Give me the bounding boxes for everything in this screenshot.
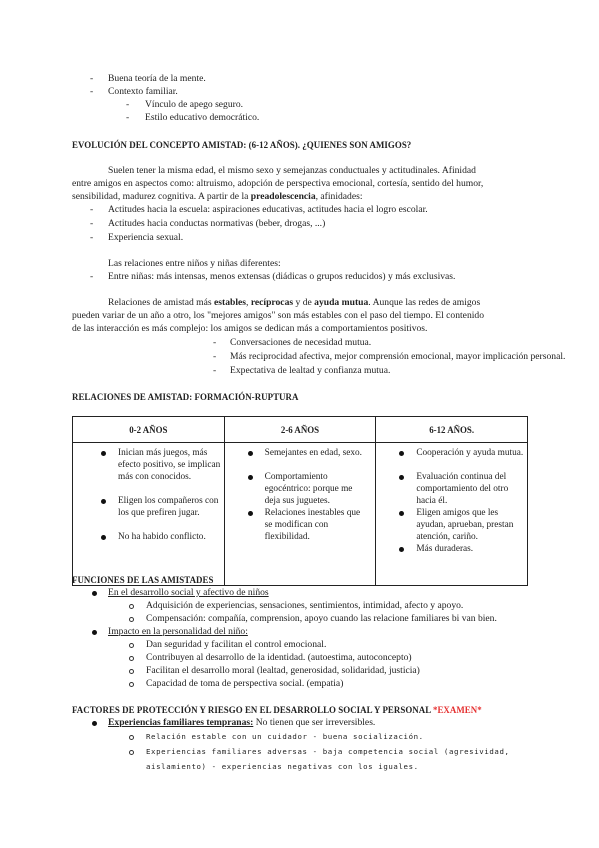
list-item: Entre niñas: más intensas, menos extensas (diádicas o grupos reducidos) y más exclusivas. — [108, 271, 456, 282]
bullet-dot — [248, 511, 253, 516]
bullet-dot — [399, 511, 404, 516]
list-item: Impacto en la personalidad del niño: — [108, 626, 248, 637]
dash: - — [90, 218, 94, 229]
bullet-dot — [399, 547, 404, 552]
dash: - — [90, 204, 94, 215]
bullet-dot — [399, 451, 404, 456]
table-bullet-item: Eligen los compañeros con los que prefiren jugar. — [118, 495, 223, 519]
list-item: Experiencia sexual. — [108, 232, 184, 243]
table-bullet-item: Inician más juegos, más efecto positivo, se implican más con conocidos. — [118, 447, 223, 483]
bullet-dot — [399, 475, 404, 480]
circle-bullet — [129, 735, 134, 740]
table-header: 6-12 AÑOS. — [376, 417, 528, 443]
section-heading: FACTORES DE PROTECCIÓN Y RIESGO EN EL DESARROLLO SOCIAL Y PERSONAL *EXAMEN* — [72, 705, 482, 715]
section-heading: FUNCIONES DE LAS AMISTADES — [72, 575, 214, 585]
table-header: 0-2 AÑOS — [73, 417, 225, 443]
table-header: 2-6 AÑOS — [224, 417, 376, 443]
table-bullet-item: No ha habido conflicto. — [118, 531, 223, 543]
list-item: Vínculo de apego seguro. — [145, 99, 244, 110]
circle-bullet — [129, 682, 134, 687]
bullet-dot — [101, 451, 106, 456]
circle-bullet — [129, 656, 134, 661]
list-item: Estilo educativo democrático. — [145, 112, 260, 123]
dash: - — [126, 99, 130, 110]
paragraph-line: entre amigos en aspectos como: altruismo, adopción de perspectiva emocional, cortesía, sentido del humor, — [72, 178, 484, 189]
table-bullet-item: Comportamiento egocéntrico: porque me deja sus juguetes. — [265, 471, 370, 507]
dash: - — [126, 112, 130, 123]
list-item: Expectativa de lealtad y confianza mutua. — [230, 365, 391, 376]
list-item: Buena teoría de la mente. — [108, 73, 206, 84]
bullet-dot — [92, 591, 97, 596]
circle-bullet — [129, 669, 134, 674]
dash: - — [90, 73, 94, 84]
table-bullet-item: Semejantes en edad, sexo. — [265, 447, 370, 459]
list-item: En el desarrollo social y afectivo de niños — [108, 587, 269, 598]
section-heading: RELACIONES DE AMISTAD: FORMACIÓN-RUPTURA — [72, 392, 299, 402]
bullet-dot — [92, 721, 97, 726]
bullet-dot — [248, 475, 253, 480]
list-item: Experiencias familiares tempranas: No tienen que ser irreversibles. — [108, 717, 376, 728]
paragraph-line: de las interacción es más complejo: los amigos se dedican más a comportamientos positivos. — [72, 323, 428, 334]
list-item: Contexto familiar. — [108, 86, 178, 97]
bullet-dot — [248, 451, 253, 456]
table-bullet-item: Relaciones inestables que se modifican con flexibilidad. — [265, 507, 370, 543]
section-heading: EVOLUCIÓN DEL CONCEPTO AMISTAD: (6-12 AÑOS). ¿QUIENES SON AMIGOS? — [72, 140, 412, 150]
table-bullet-item: Cooperación y ayuda mutua. — [416, 447, 528, 459]
list-item: Adquisición de experiencias, sensaciones, sentimientos, intimidad, afecto y apoyo. — [146, 600, 464, 611]
dash: - — [213, 337, 217, 348]
list-item: Actitudes hacia conductas normativas (beber, drogas, ...) — [108, 218, 326, 229]
table-bullet-item: Evaluación continua del comportamiento del otro hacia él. — [416, 471, 528, 507]
paragraph-line: Las relaciones entre niños y niñas diferentes: — [108, 258, 281, 269]
friendship-table — [72, 416, 528, 586]
dash: - — [213, 365, 217, 376]
table-cell — [73, 443, 225, 586]
circle-bullet — [129, 643, 134, 648]
dash: - — [213, 351, 217, 362]
list-item: Actitudes hacia la escuela: aspiraciones educativas, actitudes hacia el logro escolar. — [108, 204, 428, 215]
list-item: Experiencias familiares adversas - baja competencia social (agresividad, — [146, 747, 510, 756]
circle-bullet — [129, 604, 134, 609]
dash: - — [90, 271, 94, 282]
table-cell — [224, 443, 376, 586]
bullet-dot — [101, 535, 106, 540]
table-cell — [376, 443, 528, 586]
paragraph-line: Relaciones de amistad más estables, recíprocas y de ayuda mutua. Aunque las redes de amigos — [108, 297, 481, 308]
list-item: Contribuyen al desarrollo de la identidad. (autoestima, autoconcepto) — [146, 652, 412, 663]
exam-tag: *EXAMEN* — [432, 705, 482, 715]
table-bullet-item: Eligen amigos que les ayudan, aprueban, prestan atención, cariño. — [416, 507, 528, 543]
circle-bullet — [129, 617, 134, 622]
list-item: Compensación: compañía, comprension, apoyo cuando las relacione familiares bi van bien. — [146, 613, 497, 624]
list-item: Capacidad de toma de perspectiva social. (empatia) — [146, 678, 344, 689]
list-item: Dan seguridad y facilitan el control emocional. — [146, 639, 327, 650]
list-item: Más reciprocidad afectiva, mejor comprensión emocional, mayor implicación personal. — [230, 351, 566, 362]
list-item: Conversaciones de necesidad mutua. — [230, 337, 372, 348]
table-bullet-item: Más duraderas. — [416, 543, 528, 555]
paragraph-line: sensibilidad, madurez cognitiva. A partir de la preadolescencia, afinidades: — [72, 191, 363, 202]
circle-bullet — [129, 750, 134, 755]
paragraph-line: pueden variar de un año a otro, los "mejores amigos" son más estables con el paso del tiempo. El contenido — [72, 310, 484, 321]
list-item: Relación estable con un cuidador - buena socialización. — [146, 732, 424, 741]
dash: - — [90, 86, 94, 97]
list-item: Facilitan el desarrollo moral (lealtad, generosidad, solidaridad, justicia) — [146, 665, 420, 676]
list-item: aislamiento) - experiencias negativas con los iguales. — [146, 762, 419, 771]
bullet-dot — [92, 630, 97, 635]
dash: - — [90, 232, 94, 243]
bullet-dot — [101, 499, 106, 504]
paragraph-line: Suelen tener la misma edad, el mismo sexo y semejanzas conductuales y actitudinales. Afinidad — [108, 165, 476, 176]
